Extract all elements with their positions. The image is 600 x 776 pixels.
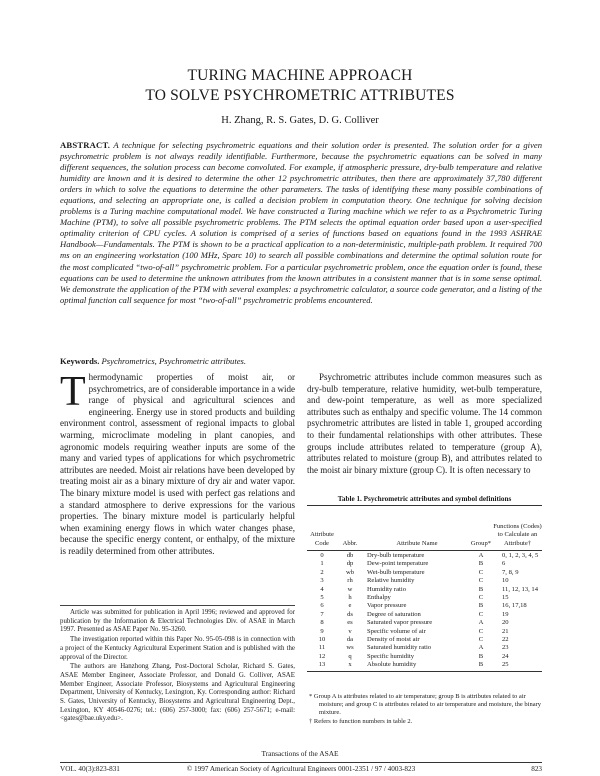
cell-name: Vapor pressure [367, 602, 407, 610]
cell-code: 9 [320, 627, 324, 635]
table-row [307, 619, 542, 627]
table-row [307, 644, 542, 652]
cell-group: C [478, 627, 484, 635]
cell-code: 3 [320, 577, 324, 585]
cell-functions: 15 [502, 593, 509, 601]
cell-group: C [478, 610, 484, 618]
table-note-group: * Group A is attributes related to air temperature; group B is attributes related to air moisture; and group C is attributes related to air temperature and moisture, the binary mixture. [309, 693, 542, 717]
footnote-project: The investigation reported within this Paper No. 95-05-098 is in connection with a project of the Kentucky Agricultural Experiment Station and is published with the approval of the Director. [60, 636, 295, 661]
cell-abbr: q [348, 652, 352, 660]
cell-code: 6 [320, 602, 324, 610]
table-notes [307, 693, 542, 726]
cell-functions: 25 [502, 661, 509, 669]
cell-group: B [478, 652, 484, 660]
drop-cap: T [60, 369, 86, 415]
cell-functions: 6 [502, 560, 506, 568]
cell-code: 2 [320, 568, 324, 576]
cell-functions: 21 [502, 627, 509, 635]
cell-code: 5 [320, 593, 324, 601]
footnotes [60, 605, 295, 725]
cell-name: Specific humidity [367, 652, 415, 660]
cell-functions: 7, 8, 9 [502, 568, 519, 576]
table-row [307, 560, 542, 568]
cell-code: 11 [318, 644, 326, 652]
table-title: Table 1. Psychrometric attributes and symbol definitions [337, 495, 512, 503]
cell-functions: 19 [502, 610, 509, 618]
cell-abbr: h [348, 593, 352, 601]
cell-functions: 23 [502, 644, 509, 652]
cell-code: 7 [320, 610, 324, 618]
footnote-submission: Article was submitted for publication in April 1996; reviewed and approved for publication by the Information & Electrical Technologies Div. of ASAE in March 1997. Presented as ASAE Paper No. 95-3260. [60, 609, 295, 634]
paper-title [0, 66, 600, 106]
title-line-2: TO SOLVE PSYCHROMETRIC ATTRIBUTES [145, 87, 455, 104]
cell-group: C [478, 577, 484, 585]
abstract-text: A technique for selecting psychrometric equations and their solution order is presented. The solution order for a given psychrometric problem is not always readily identifiable. Furthermore, because the psychrometric equations can be solved in many different sequences, the solution process can become convoluted. For example, if atmospheric pressure, dry-bulb temperature and relative humidity are known and it is desired to determine the other 12 psychrometric attributes, then there are approximately 37,780 different orders in which to solve the equations to determine the other parameters. The tasks of identifying these many possible combinations of equations, and selecting an appropriate one, is called a decision problem in computation theory. One technique for solving decision problems is a Turing machine computational model. We have constructed a Turing machine which we refer to as a Psychrometric Turing Machine (PTM), to solve all possible psychrometric problems. The PTM selects the optimal equation order based upon a user-specified optimality criterion of CPU cycles. A solution is comprised of a series of functions based on equations found in the 1993 ASHRAE Handbook—Fundamentals. The PTM is shown to be a practical application to a non-deterministic, multiple-path problem. It required 700 ms on an engineering workstation (100 MHz, Sparc 10) to search all possible combinations and determine the optimal solution route for the most complicated “two-of-all” psychrometric problem. For a particular psychrometric problem, once the equation order is found, these equations can be used to determine the unknown attributes from the known attributes in a consistent manner that is in some sense optimal. We demonstrate the application of the PTM with several examples: a psychrometric calculator, a source code generator, and a listing of the optimal function call sequence for most “two-of-all” psychrometric problems encountered. [60, 140, 542, 305]
cell-code: 12 [318, 652, 326, 660]
cell-abbr: wb [345, 568, 355, 576]
table-row [307, 577, 542, 585]
table-body [307, 551, 542, 672]
cell-abbr: dp [346, 560, 354, 568]
header-name: Attribute Name [396, 539, 438, 547]
cell-name: Wet-bulb temperature [367, 568, 425, 576]
cell-name: Humidity ratio [367, 585, 407, 593]
cell-group: B [478, 661, 484, 669]
table-row [307, 569, 542, 577]
cell-name: Specific volume of air [367, 627, 426, 635]
cell-abbr: e [348, 602, 352, 610]
body-column-left [60, 369, 295, 558]
footer-copyright: © 1997 American Society of Agricultural Engineers 0001-2351 / 97 / 4003-823 [186, 765, 416, 773]
table-header [307, 505, 542, 551]
cell-code: 10 [318, 635, 326, 643]
page-number: 823 [531, 765, 542, 773]
table-row [307, 661, 542, 669]
abstract-label: ABSTRACT. [60, 140, 111, 150]
cell-functions: 11, 12, 13, 14 [502, 585, 539, 593]
footnote-rule [60, 605, 295, 606]
header-code: Attribute Code [310, 531, 334, 547]
table-row [307, 611, 542, 619]
cell-abbr: ds [347, 610, 353, 618]
table-row [307, 552, 542, 560]
cell-name: Density of moist air [367, 635, 420, 643]
cell-code: 8 [320, 619, 324, 627]
header-abbr: Abbr. [342, 539, 358, 547]
abstract [60, 140, 542, 306]
cell-functions: 24 [502, 652, 509, 660]
cell-functions: 20 [502, 619, 509, 627]
keywords-text: Psychrometrics, Psychrometric attributes. [99, 356, 247, 366]
journal-name: Transactions of the ASAE [261, 749, 339, 758]
footnote-authors: The authors are Hanzhong Zhang, Post-Doctoral Scholar, Richard S. Gates, ASAE Member Engineer, Associate Professor, and Donald G. Colliver, ASAE Member Engineer, Associate Professor, Biosystems and Agricultural Engineering Department, University of Kentucky, Lexington, Ky. Corresponding author: Richard S. Gates, University of Kentucky, Biosystems and Agricultural Engineering Dept., Lexington, KY 40546-0276; tel.: (606) 257-3000; fax: (606) 257-5671; e-mail: <gates@bae.uky.edu>. [60, 663, 295, 723]
cell-group: C [478, 568, 484, 576]
keywords-label: Keywords. [60, 356, 100, 366]
cell-name: Saturated vapor pressure [367, 619, 433, 627]
table-row [307, 653, 542, 661]
cell-code: 4 [320, 585, 324, 593]
cell-abbr: db [346, 552, 354, 559]
cell-name: Dew-point temperature [367, 560, 429, 568]
cell-group: C [478, 635, 484, 643]
title-line-1: TURING MACHINE APPROACH [187, 67, 413, 84]
cell-abbr: da [346, 635, 354, 643]
footer-volume: VOL. 40(3):823-831 [60, 765, 120, 773]
table-note-functions: † Refers to function numbers in table 2. [309, 717, 413, 725]
cell-abbr: ws [346, 644, 354, 652]
cell-code: 1 [320, 560, 324, 568]
cell-functions: 10 [502, 577, 509, 585]
cell-group: A [478, 644, 484, 652]
attributes-table [307, 505, 542, 672]
keywords [60, 356, 542, 367]
cell-abbr: es [347, 619, 353, 627]
cell-group: A [478, 619, 484, 627]
cell-group: C [478, 593, 484, 601]
cell-group: A [478, 552, 484, 559]
authors: H. Zhang, R. S. Gates, D. G. Colliver [221, 115, 379, 126]
cell-abbr: x [348, 661, 352, 669]
cell-name: Dry-bulb temperature [367, 552, 425, 559]
intro-paragraph: hermodynamic properties of moist air, or psychrometrics, are of considerable importance in a wide range of physical and agricultural sciences and engineering. Energy use in stored products and building environment control, assessment of regional impacts to global warming, microclimate modeling in plant canopies, and agronomic models requiring weather inputs are some of the many and varied types of applications for which psychrometric attributes are needed. Moist air relations have been developed by treating moist air as a binary mixture of dry air and water vapor. The binary mixture model is used with perfect gas relations and a standard atmosphere to derive expressions for the various properties. The binary mixture model is particularly helpful when examining energy flows in which water changes phase, because the specific energy content, or enthalpy, of the mixture is readily determined from other attributes. [60, 372, 295, 556]
table-row [307, 628, 542, 636]
table-row [307, 602, 542, 610]
table-row [307, 586, 542, 594]
attributes-paragraph: Psychrometric attributes include common measures such as dry-bulb temperature, relative humidity, wet-bulb temperature, and dew-point temperature, as well as more specialized attributes such as enthalpy and specific volume. The 14 common psychrometric attributes are listed in table 1, grouped according to their fundamental relationships with other attributes. These groups include attributes related to temperature (group A), attributes related to moisture (group B), and attributes related to the moist air binary mixture (group C). It is often necessary to [307, 372, 542, 475]
cell-name: Saturated humidity ratio [367, 644, 432, 652]
cell-abbr: v [348, 627, 352, 635]
cell-code: 0 [320, 552, 324, 559]
cell-functions: 0, 1, 2, 3, 4, 5 [502, 552, 539, 559]
header-group: Group* [470, 539, 492, 547]
cell-functions: 22 [502, 635, 509, 643]
footer-rule [60, 762, 542, 763]
cell-name: Degree of saturation [367, 610, 421, 618]
cell-name: Enthalpy [367, 593, 391, 601]
cell-group: B [478, 560, 484, 568]
cell-group: B [478, 585, 484, 593]
cell-abbr: rh [347, 577, 353, 585]
body-column-right [307, 372, 542, 476]
cell-abbr: w [347, 585, 353, 593]
header-functions: Functions (Codes) to Calculate an Attribute† [493, 522, 542, 547]
cell-code: 13 [318, 661, 326, 669]
cell-functions: 16, 17,18 [502, 602, 527, 610]
cell-name: Absolute humidity [367, 661, 417, 669]
cell-name: Relative humidity [367, 577, 415, 585]
table-row [307, 594, 542, 602]
cell-group: B [478, 602, 484, 610]
table-row [307, 636, 542, 644]
